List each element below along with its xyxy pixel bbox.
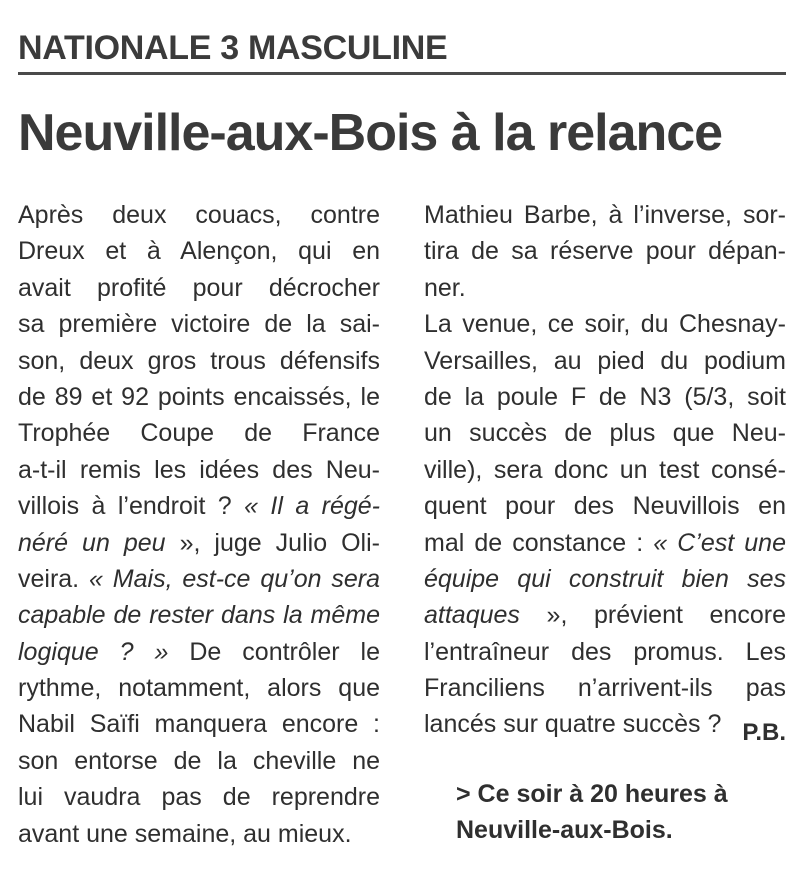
quote-segment: « Mais, est-ce qu’on sera bbox=[89, 564, 380, 593]
article-line bbox=[18, 561, 380, 597]
quote-segment: attaques bbox=[424, 601, 520, 630]
article-line bbox=[18, 270, 380, 306]
quote-segment: « C’est une bbox=[653, 528, 786, 557]
article-line bbox=[18, 306, 380, 342]
text-segment: veira. bbox=[18, 564, 90, 593]
text-segment: tira de sa réserve pour dépan- bbox=[424, 237, 786, 266]
article-line bbox=[424, 597, 786, 633]
quote-segment: capable de rester dans la même bbox=[18, 601, 380, 630]
article-line bbox=[18, 706, 380, 742]
article-line bbox=[424, 379, 786, 415]
text-segment: un succès de plus que Neu- bbox=[424, 419, 786, 448]
article-line bbox=[424, 343, 786, 379]
article-line bbox=[18, 452, 380, 488]
text-segment: », prévient encore bbox=[519, 601, 786, 630]
article-line bbox=[18, 197, 380, 233]
text-segment: Nabil Saïfi manquera encore : bbox=[18, 710, 380, 739]
quote-segment: « Il a régé- bbox=[244, 492, 380, 521]
section-rubric: NATIONALE 3 MASCULINE bbox=[18, 29, 448, 67]
text-segment: Après deux couacs, contre bbox=[18, 201, 380, 229]
text-segment: », juge Julio Oli- bbox=[165, 528, 380, 557]
article-column-right bbox=[424, 197, 786, 743]
match-info-box bbox=[456, 776, 786, 848]
article-line bbox=[18, 488, 380, 524]
text-segment: ville), sera donc un test consé- bbox=[424, 455, 786, 484]
text-segment: de 89 et 92 points encaissés, le bbox=[18, 382, 380, 411]
article-line bbox=[424, 197, 786, 233]
text-segment: l’entraîneur des promus. Les bbox=[424, 637, 786, 666]
match-info-line: > Ce soir à 20 heures à bbox=[456, 780, 728, 808]
article-line bbox=[424, 415, 786, 451]
text-segment: Dreux et à Alençon, qui en bbox=[18, 237, 380, 266]
article-line bbox=[424, 488, 786, 524]
article-line bbox=[424, 561, 786, 597]
text-segment: lancés sur quatre succès ? bbox=[424, 710, 722, 739]
text-segment: Versailles, au pied du podium bbox=[424, 346, 786, 375]
text-segment: lui vaudra pas de reprendre bbox=[18, 783, 380, 812]
text-segment: avait profité pour décrocher bbox=[18, 273, 380, 302]
text-segment: Franciliens n’arrivent-ils pas bbox=[424, 674, 786, 703]
text-segment: quent pour des Neuvillois en bbox=[424, 492, 786, 521]
article-headline: Neuville-aux-Bois à la relance bbox=[18, 104, 723, 162]
article-line bbox=[18, 525, 380, 561]
rubric-divider bbox=[18, 72, 786, 75]
text-segment: sa première victoire de la sai- bbox=[18, 310, 380, 339]
article-line bbox=[18, 779, 380, 815]
author-signature: P.B. bbox=[742, 719, 786, 746]
article-line bbox=[424, 670, 786, 706]
quote-segment: équipe qui construit bien ses bbox=[424, 564, 786, 593]
article-line bbox=[18, 597, 380, 633]
article-line bbox=[424, 525, 786, 561]
article-line bbox=[18, 379, 380, 415]
match-info-line: Neuville-aux-Bois. bbox=[456, 816, 673, 844]
text-segment: La venue, ce soir, du Chesnay- bbox=[424, 310, 786, 339]
article-line bbox=[18, 415, 380, 451]
article-line bbox=[18, 670, 380, 706]
article-line bbox=[424, 233, 786, 269]
article-line bbox=[424, 270, 786, 306]
quote-segment: néré un peu bbox=[18, 528, 166, 557]
article-line bbox=[18, 634, 380, 670]
article-line bbox=[424, 306, 786, 342]
text-segment: ner. bbox=[424, 273, 466, 302]
article-line bbox=[18, 233, 380, 269]
text-segment: a-t-il remis les idées des Neu- bbox=[18, 455, 380, 484]
text-segment: Trophée Coupe de France bbox=[18, 419, 380, 448]
article-line bbox=[424, 452, 786, 488]
text-segment: rythme, notamment, alors que bbox=[18, 674, 380, 703]
quote-segment: logique ? » bbox=[18, 637, 169, 666]
article-line bbox=[18, 743, 380, 779]
article-line bbox=[18, 816, 380, 852]
text-segment: son, deux gros trous défensifs bbox=[18, 346, 380, 375]
text-segment: villois à l’endroit ? bbox=[18, 492, 245, 521]
text-segment: mal de constance : bbox=[424, 528, 654, 557]
article-line bbox=[424, 706, 786, 742]
article-column-left bbox=[18, 197, 380, 852]
article-line bbox=[18, 343, 380, 379]
text-segment: De contrôler le bbox=[168, 637, 380, 666]
text-segment: avant une semaine, au mieux. bbox=[18, 819, 352, 848]
text-segment: Mathieu Barbe, à l’inverse, sor- bbox=[424, 201, 786, 229]
text-segment: de la poule F de N3 (5/3, soit bbox=[424, 382, 786, 411]
article-line bbox=[424, 634, 786, 670]
text-segment: son entorse de la cheville ne bbox=[18, 746, 380, 775]
